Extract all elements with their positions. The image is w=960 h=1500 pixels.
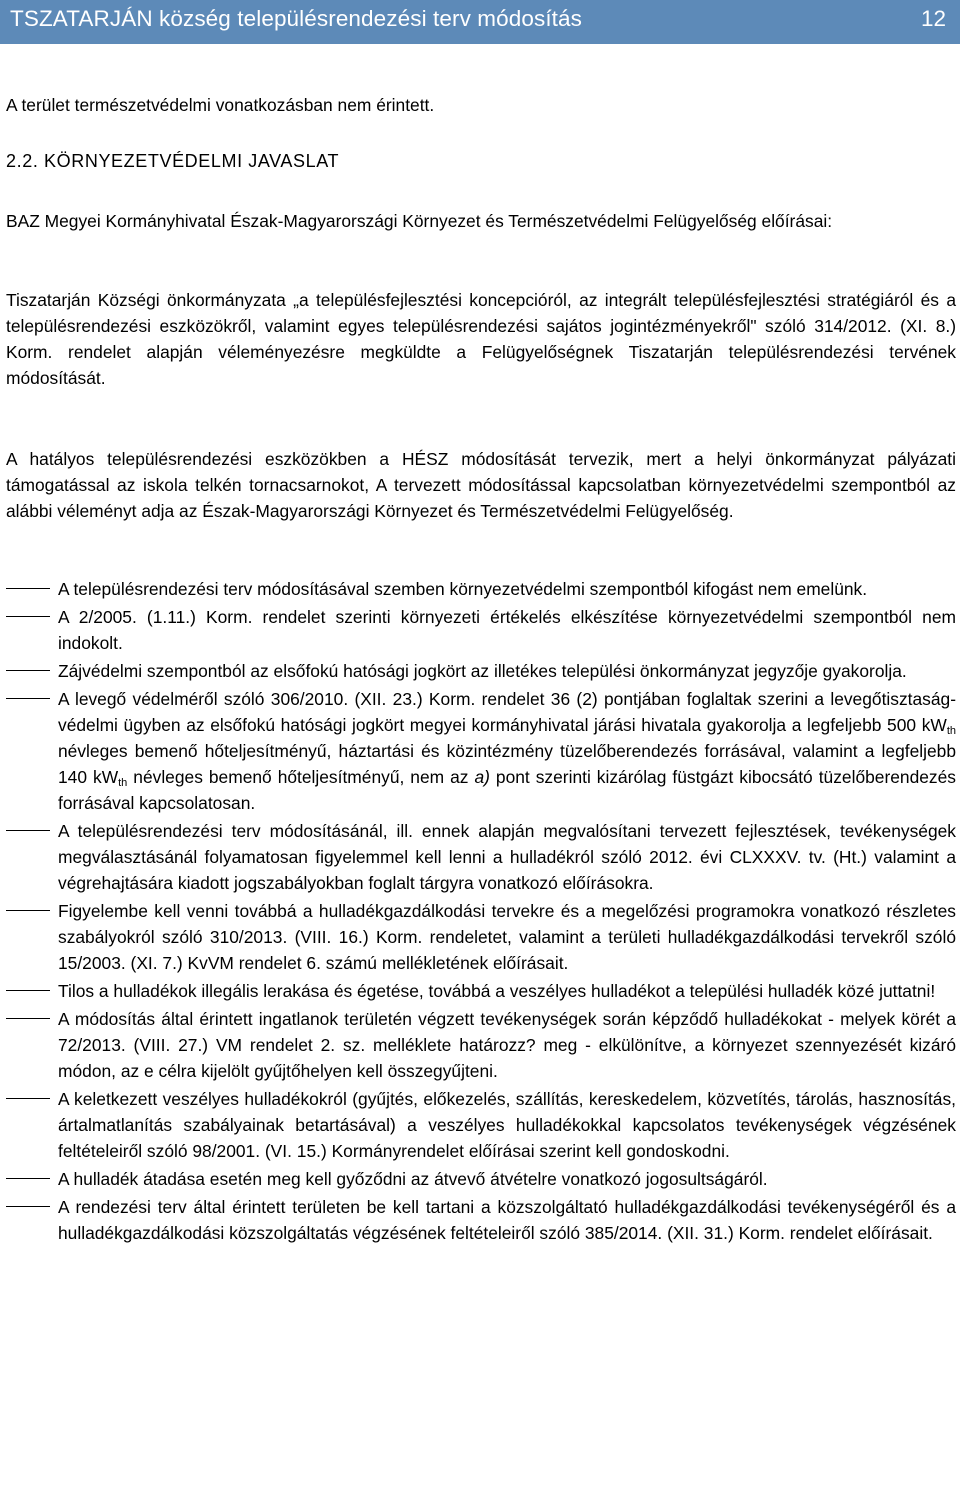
list-item-text [58,686,956,816]
header-bar [0,0,960,44]
list-item [6,1194,956,1246]
authority-line: BAZ Megyei Kormányhivatal Észak-Magyarországi Környezet és Természetvédelmi Felügyelőség előírásai: [6,211,833,231]
list-item [6,978,956,1004]
list-item [6,658,956,684]
section-title: KÖRNYEZETVÉDELMI JAVASLAT [44,151,340,171]
air-quality-text-4: pont szerinti kizárólag füstgázt kibocsátó tüzelőberendezés forrásával kapcsolatosan. [58,767,956,813]
dash-bullet [6,1178,50,1179]
subscript-th: th [118,777,128,789]
list-item-text: A hulladék átadása esetén meg kell győződni az átvevő átvételre vonatkozó jogosultságáról. [58,1169,768,1189]
list-item [6,898,956,976]
intro-line: A terület természetvédelmi vonatkozásban nem érintett. [6,95,435,115]
list-item [6,818,956,896]
requirements-list [6,576,956,1248]
air-quality-text-3: névleges bemenő hőteljesítményű, nem az [127,767,475,787]
page-number: 12 [920,6,946,31]
dash-bullet [6,910,50,911]
list-item-text: Tilos a hulladékok illegális lerakása és égetése, továbbá a veszélyes hulladékot a települési hulladék közé juttatni! [58,981,936,1001]
list-item-text: Zájvédelmi szempontból az elsőfokú hatósági jogkört az illetékes települési önkormányzat jegyzője gyakorolja. [58,661,907,681]
dash-bullet [6,1206,50,1207]
list-item [6,1166,956,1192]
list-item [6,1086,956,1164]
list-item [6,576,956,602]
dash-bullet [6,670,50,671]
list-item-text: A településrendezési terv módosításánál, ill. ennek alapján megvalósítani tervezett fejlesztések, tevékenységek megválasztásánál folyamatosan figyelemmel kell lenni a hulladékról szóló 2012. évi CLXXXV. tv. (Ht.) valamint a végrehajtására kiadott jogszabályokban foglalt tárgyra vonatkozó előírásokra. [58,821,956,893]
dash-bullet [6,990,50,991]
air-quality-text-1: A levegő védelméről szóló 306/2010. (XII. 23.) Korm. rendelet 36 (2) pontjában foglaltak szerini a levegőtisztaság-védelmi ügyben az elsőfokú hatósági jogkört megyei kormányhivatal járási hivatala gyakorolja a legfeljebb 500 kW [58,689,956,735]
air-quality-text-2: névleges bemenő hőteljesítményű, háztartási és közintézmény tüzelőberendezés forrásával, valamint a legfeljebb 140 kW [58,741,956,787]
list-item-text: A 2/2005. (1.11.) Korm. rendelet szerinti környezeti értékelés elkészítése környezetvédelmi szempontból nem indokolt. [58,607,956,653]
list-item-text: A keletkezett veszélyes hulladékokról (gyűjtés, előkezelés, szállítás, kereskedelem, közvetítés, tárolás, hasznosítás, ártalmatlanítás szabályainak betartásával) a veszélyes hulladékokkal kapcsolatos tevékenységek végzésének feltételeiről szóló 98/2001. (VI. 15.) Kormányrendelet előírásai szerint kell gondoskodni. [58,1089,956,1161]
list-item [6,604,956,656]
list-item [6,686,956,816]
italic-reference: a) [474,767,490,787]
subscript-th: th [946,725,956,737]
document-title: TSZATARJÁN község településrendezési terv módosítás [10,6,582,31]
section-heading [6,148,956,174]
dash-bullet [6,588,50,589]
list-item-text: Figyelembe kell venni továbbá a hulladékgazdálkodási tervekre és a megelőzési programokra vonatkozó részletes szabályokról szóló 310/2013. (VIII. 16.) Korm. rendeletet, valamint a területi hulladékgazdálkodási tervekről szóló 15/2003. (XI. 7.) KvVM rendelet 6. számú mellékletének előírásait. [58,901,956,973]
paragraph-consultation: Tiszatarján Községi önkormányzata „a településfejlesztési koncepcióról, az integrált településfejlesztési stratégiáról és a településrendezési eszközökről, valamint egyes településrendezési sajátos jogintézményekről" szóló 314/2012. (XI. 8.) Korm. rendelet alapján véleményezésre megküldte a Felügyelőségnek Tiszatarján településrendezési tervének módosítását. [6,290,956,388]
list-item [6,1006,956,1084]
dash-bullet [6,616,50,617]
dash-bullet [6,1018,50,1019]
list-item-text: A településrendezési terv módosításával szemben környezetvédelmi szempontból kifogást nem emelünk. [58,579,868,599]
dash-bullet [6,830,50,831]
section-number: 2.2. [6,151,39,171]
list-item-text: A módosítás által érintett ingatlanok területén végzett tevékenységek során képződő hulladékokat - melyek körét a 72/2013. (VIII. 27.) VM rendelet 2. sz. melléklete határozz? meg - elkülönítve, a környezet szennyezését kizáró módon, az e célra kijelölt gyűjtőhelyen kell összegyűjteni. [58,1009,956,1081]
dash-bullet [6,698,50,699]
dash-bullet [6,1098,50,1099]
list-item-text: A rendezési terv által érintett területen be kell tartani a közszolgáltató hulladékgazdálkodási tevékenységéről és a hulladékgazdálkodási közszolgáltatás végzésének feltételeiről szóló 385/2014. (XII. 31.) Korm. rendelet előírásait. [58,1197,956,1243]
paragraph-current-tools: A hatályos településrendezési eszközökben a HÉSZ módosítását tervezik, mert a helyi önkormányzat pályázati támogatással az iskola telkén tornacsarnokot, A tervezett módosítással kapcsolatban környezetvédelmi szempontból az alábbi véleményt adja az Észak-Magyarországi Környezet és Természetvédelmi Felügyelőség. [6,449,956,521]
